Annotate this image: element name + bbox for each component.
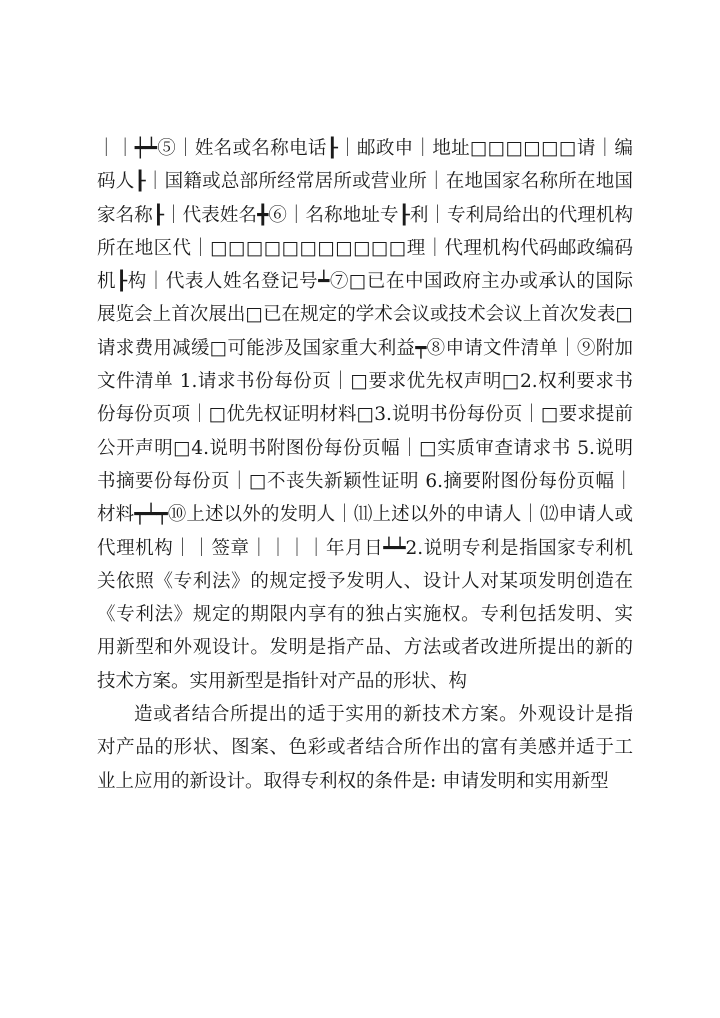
paragraph-design-definition: 造或者结合所提出的适于实用的新技术方案。外观设计是指对产品的形状、图案、色彩或者结合所作出的富有美感并适于工业上应用的新设计。取得专利权的条件是: 申请发明和实用新型: [97, 704, 633, 792]
document-body: [97, 132, 633, 798]
paragraph-patent-form-text: ｜｜┿┷⑤｜姓名或名称电话┠｜邮政申｜地址□□□□□□请｜编码人┠｜国籍或总部所经常居所或营业所｜在地国家名称所在地国家名称┠｜代表姓名╋⑥｜名称地址专┠利｜专利局给出的代理机构所在地区代｜□□□□□□□□□□□理｜代理机构代码邮政编码机┠构｜代表人姓名登记号┷⑦□已在中国政府主办或承认的国际展览会上首次展出□已在规定的学术会议或技术会议上首次发表□请求费用减缓□可能涉及国家重大利益┯⑧申请文件清单｜⑨附加文件清单 1.请求书份每份页｜□要求优先权声明□2.权利要求书份每份页项｜□优先权证明材料□3.说明书份每份页｜□要求提前公开声明□4.说明书附图份每份页幅｜□实质审查请求书 5.说明书摘要份每份页｜□不丧失新颖性证明 6.摘要附图份每份页幅｜材料┯┷┯⑩上述以外的发明人｜⑾上述以外的申请人｜⑿申请人或代理机构｜｜签章｜｜｜｜年月日┷┷2.说明专利是指国家专利机关依照《专利法》的规定授予发明人、设计人对某项发明创造在《专利法》规定的期限内享有的独占实施权。专利包括发明、实用新型和外观设计。发明是指产品、方法或者改进所提出的新的技术方案。实用新型是指针对产品的形状、构: [97, 138, 633, 692]
